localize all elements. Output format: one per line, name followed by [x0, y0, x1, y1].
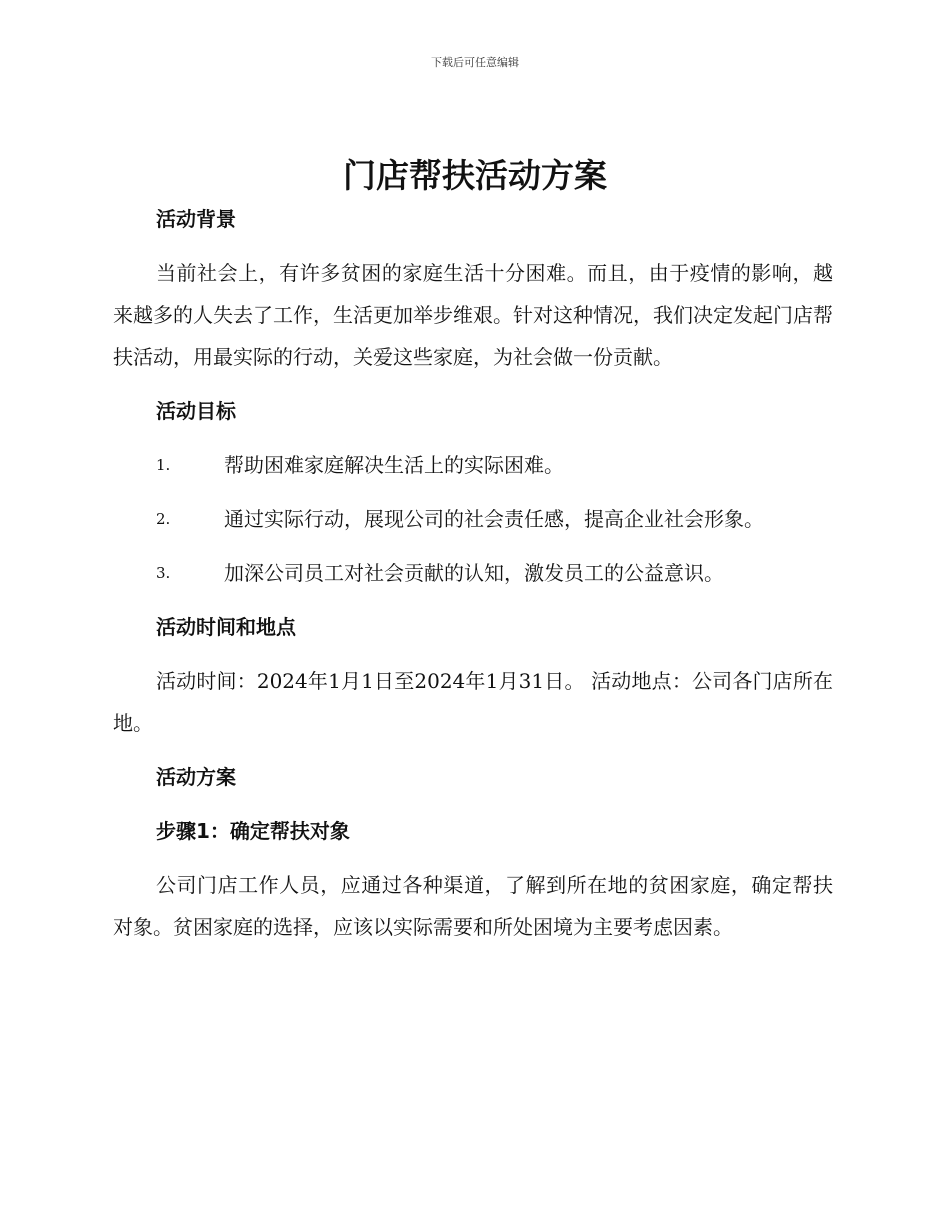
goals-list: [113, 449, 833, 589]
heading-time-place: 活动时间和地点: [156, 615, 296, 639]
list-item-text: 通过实际行动，展现公司的社会责任感，提高企业社会形象。: [224, 507, 764, 531]
list-item-number: 2.: [156, 510, 171, 528]
list-item: [113, 557, 833, 589]
paragraph-background: 当前社会上，有许多贫困的家庭生活十分困难。而且，由于疫情的影响，越来越多的人失去了工作，生活更加举步维艰。针对这种情况，我们决定发起门店帮扶活动，用最实际的行动，关爱这些家庭，为社会做一份贡献。: [113, 261, 833, 369]
list-item-number: 1.: [156, 456, 171, 474]
heading-step1: 步骤1：确定帮扶对象: [156, 819, 350, 843]
list-item-text: 加深公司员工对社会贡献的认知，激发员工的公益意识。: [224, 561, 724, 585]
document-body: [113, 203, 833, 948]
document-title: 门店帮扶活动方案: [343, 156, 607, 195]
paragraph-time-place: 活动时间：2024年1月1日至2024年1月31日。 活动地点：公司各门店所在地。: [113, 669, 833, 735]
heading-background: 活动背景: [156, 207, 236, 231]
paragraph-step1: 公司门店工作人员，应通过各种渠道，了解到所在地的贫困家庭，确定帮扶对象。贫困家庭的选择，应该以实际需要和所处困境为主要考虑因素。: [113, 873, 833, 939]
heading-plan: 活动方案: [156, 765, 236, 789]
list-item-number: 3.: [156, 564, 171, 582]
heading-goals: 活动目标: [156, 399, 236, 423]
list-item: [113, 449, 833, 481]
header-note: 下载后可任意编辑: [431, 56, 519, 69]
list-item: [113, 503, 833, 535]
list-item-text: 帮助困难家庭解决生活上的实际困难。: [224, 453, 564, 477]
